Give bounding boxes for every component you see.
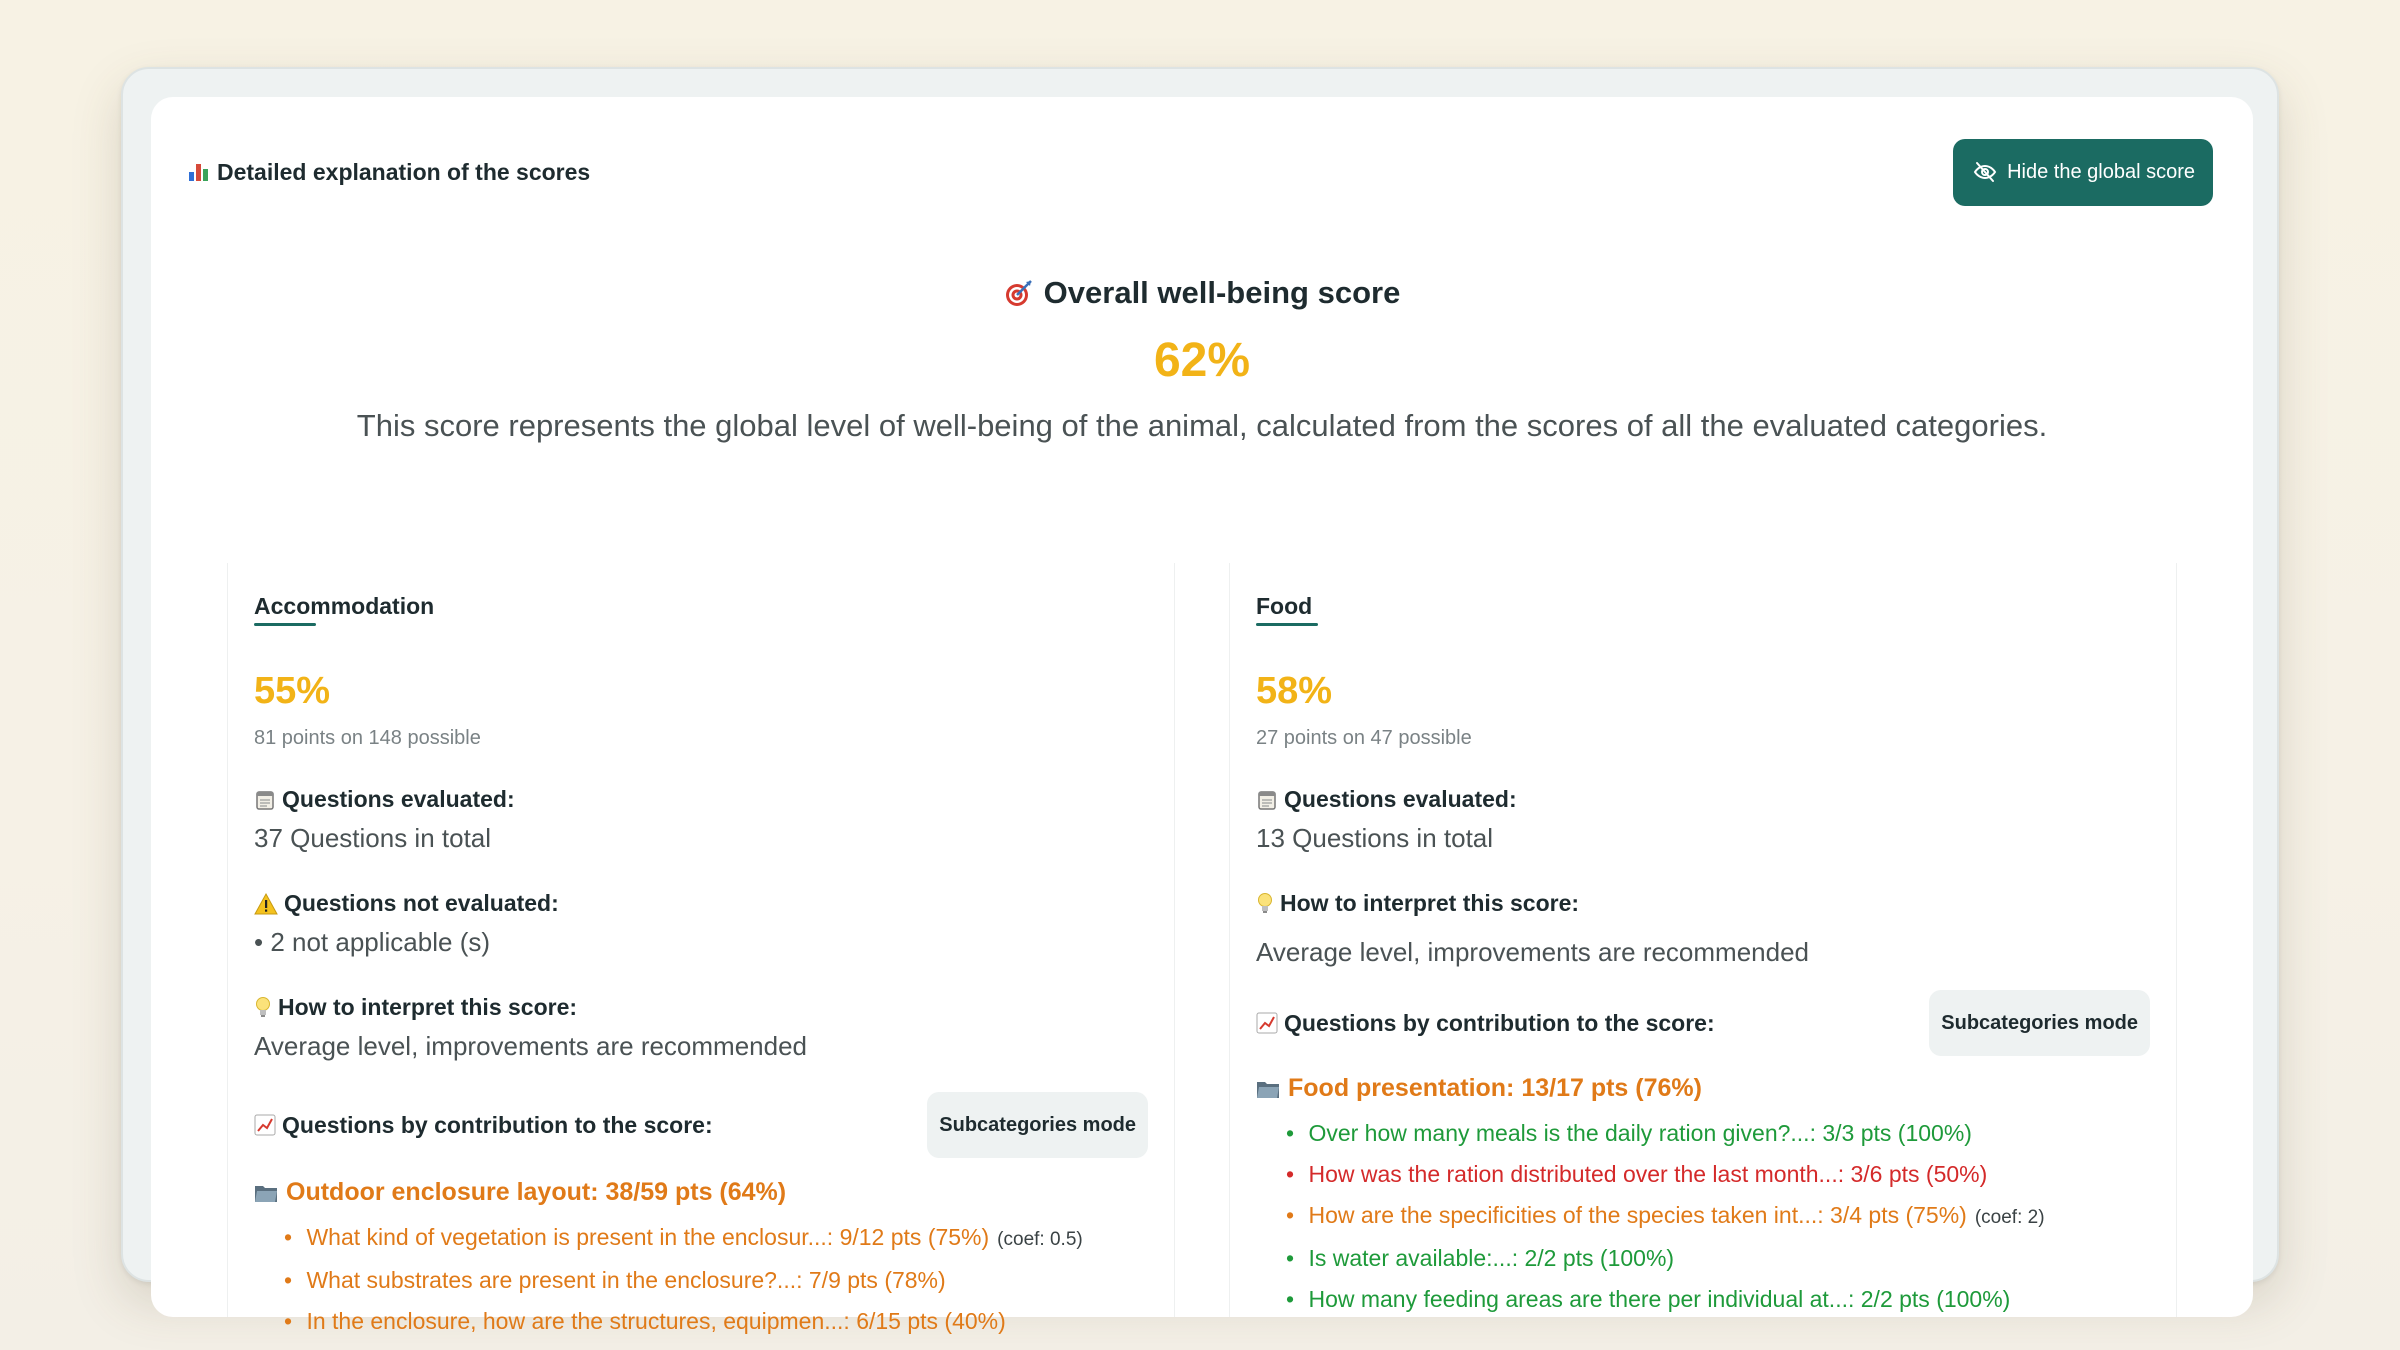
- interpretation-text: Average level, improvements are recommended: [1256, 937, 1810, 967]
- question-text: Is water available:...: 2/2 pts (100%): [1308, 1245, 1675, 1271]
- questions-evaluated-label: [1256, 786, 2150, 813]
- how-to-interpret-text: How to interpret this score:: [278, 994, 578, 1020]
- question-item: [1286, 1279, 2150, 1320]
- questions-total: 37 Questions in total: [254, 823, 492, 853]
- question-item: [284, 1301, 1148, 1342]
- lightbulb-icon: [254, 996, 272, 1020]
- category-name: Food: [1256, 593, 1312, 624]
- overall-score-description: This score represents the global level of well-being of the animal, calculated from the scores of all the evaluated categories.: [356, 408, 2048, 443]
- how-to-interpret-label: [1256, 890, 2150, 917]
- app-window: [121, 67, 2279, 1334]
- question-item: [1286, 1238, 2150, 1279]
- contribution-header: [254, 1092, 1148, 1158]
- interpretation-text: Average level, improvements are recommended: [254, 1031, 808, 1061]
- subcategory-text: Outdoor enclosure layout: 38/59 pts (64%): [286, 1178, 787, 1206]
- overall-title: [1004, 275, 1401, 311]
- lightbulb-icon: [1256, 892, 1274, 916]
- overall-title-text: Overall well-being score: [1043, 275, 1401, 310]
- question-list: [1256, 1113, 2150, 1320]
- question-item: [1286, 1154, 2150, 1195]
- question-text: In the enclosure, how are the structures, equipmen...: 6/15 pts (40%): [306, 1308, 1006, 1334]
- question-coef: (coef: 2): [1974, 1207, 2045, 1228]
- questions-by-contribution-label: [254, 1112, 713, 1139]
- questions-by-contribution-text: Questions by contribution to the score:: [282, 1111, 713, 1138]
- question-item: [284, 1260, 1148, 1301]
- chart-increasing-icon: [1256, 1012, 1278, 1034]
- questions-by-contribution-label: [1256, 1010, 1715, 1037]
- question-item: [284, 1217, 1148, 1260]
- eye-off-icon: [1973, 160, 1997, 184]
- subcategory-heading: [1256, 1074, 2150, 1103]
- questions-by-contribution-text: Questions by contribution to the score:: [1284, 1009, 1715, 1036]
- question-text: How was the ration distributed over the last month...: 3/6 pts (50%): [1308, 1161, 1988, 1187]
- hide-global-score-label: Hide the global score: [2007, 160, 2195, 183]
- category-card-food: [1229, 563, 2177, 1317]
- card-title-text: Detailed explanation of the scores: [217, 158, 591, 185]
- warning-icon: [254, 893, 278, 915]
- subcategories-mode-button[interactable]: Subcategories mode: [1929, 990, 2150, 1056]
- question-item: [1286, 1113, 2150, 1154]
- question-text: Over how many meals is the daily ration given?...: 3/3 pts (100%): [1308, 1120, 1972, 1146]
- overall-score-value: 62%: [1153, 334, 1251, 387]
- folder-icon: [254, 1183, 278, 1203]
- contribution-header: [1256, 990, 2150, 1056]
- category-points: 27 points on 47 possible: [1256, 727, 1472, 749]
- scores-card: [151, 97, 2253, 1334]
- overall-score-section: [151, 275, 2253, 444]
- notepad-icon: [1256, 789, 1278, 811]
- category-score: 55%: [254, 670, 331, 712]
- question-text: How are the specificities of the species taken int...: 3/4 pts (75%): [1308, 1202, 1967, 1228]
- target-icon: [1004, 278, 1034, 308]
- bar-chart-icon: [189, 163, 209, 181]
- questions-evaluated-text: Questions evaluated:: [1284, 786, 1517, 812]
- questions-evaluated-label: [254, 786, 1148, 813]
- card-header: [189, 137, 2213, 207]
- question-item: [1286, 1195, 2150, 1238]
- subcategory-heading: [254, 1178, 1148, 1207]
- questions-not-evaluated-text: Questions not evaluated:: [284, 890, 559, 916]
- subcategory-text: Food presentation: 13/17 pts (76%): [1288, 1074, 1702, 1102]
- folder-icon: [1256, 1079, 1280, 1099]
- question-text: What substrates are present in the enclosure?...: 7/9 pts (78%): [306, 1267, 946, 1293]
- category-points: 81 points on 148 possible: [254, 727, 481, 749]
- how-to-interpret-label: [254, 994, 1148, 1021]
- how-to-interpret-text: How to interpret this score:: [1280, 890, 1580, 916]
- question-coef: (coef: 0.5): [997, 1229, 1083, 1250]
- questions-not-evaluated-label: [254, 890, 1148, 917]
- category-columns: [227, 563, 2177, 1334]
- category-score: 58%: [1256, 670, 1333, 712]
- category-card-accommodation: [227, 563, 1175, 1334]
- hide-global-score-button[interactable]: [1953, 139, 2213, 206]
- not-applicable-count: • 2 not applicable (s): [254, 927, 491, 957]
- questions-total: 13 Questions in total: [1256, 823, 1494, 853]
- question-list: [254, 1217, 1148, 1342]
- category-name: Accommodation: [254, 593, 434, 624]
- question-text: How many feeding areas are there per individual at...: 2/2 pts (100%): [1308, 1286, 2011, 1312]
- questions-evaluated-text: Questions evaluated:: [282, 786, 515, 812]
- question-text: What kind of vegetation is present in the enclosur...: 9/12 pts (75%): [306, 1224, 990, 1250]
- subcategories-mode-button[interactable]: Subcategories mode: [927, 1092, 1148, 1158]
- card-title: [189, 159, 590, 186]
- chart-increasing-icon: [254, 1114, 276, 1136]
- notepad-icon: [254, 789, 276, 811]
